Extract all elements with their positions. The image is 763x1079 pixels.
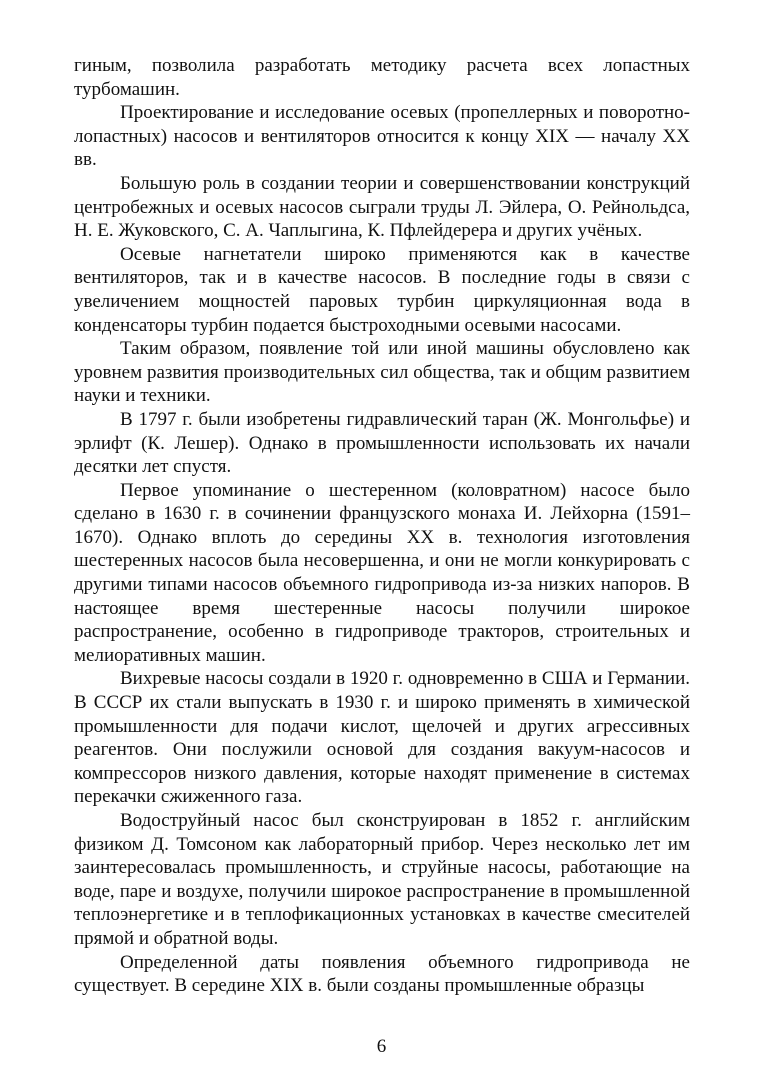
page-number: 6 <box>376 1036 387 1057</box>
paragraph-continuation: гиным, позволила разработать методику расчета всех лопастных турбомашин. <box>74 55 690 100</box>
paragraph-volumetric-drive: Определенной даты появления объемного гидропривода не существует. В середине XIX в. были созданы промышленные образцы <box>74 951 690 997</box>
paragraph-conclusion: Таким образом, появление той или иной машины обусловлено как уровнем развития производительных сил общества, так и общим развитием науки и техники. <box>74 338 690 407</box>
paragraph-theory-contributors: Большую роль в создании теории и совершенствовании конструкций центробежных и осевых насосов сыграли труды Л. Эйлера, О. Рейнольдса, Н. Е. Жуковского, С. А. Чаплыгина, К. Пфлейдерера и других учёных. <box>74 172 690 242</box>
paragraph-vortex-pumps: Вихревые насосы создали в 1920 г. одновременно в США и Германии. В СССР их стали выпускать в 1930 г. и широко применять в химической промышленности для подачи кислот, щелочей и других агрессивных реагентов. Они послужили основой для создания вакуум-насосов и компрессоров низкого давления, которые находят применение в системах перекачки сжиженного газа. <box>74 668 690 808</box>
paragraph-gear-pumps: Первое упоминание о шестеренном (коловратном) насосе было сделано в 1630 г. в сочинении французского монаха И. Лейхорна (1591–1670). Однако вплоть до середины XX в. технология изготовления шестеренных насосов была несовершенна, и они не могли конкурировать с другими типами насосов объемного гидропривода из-за низких напоров. В настоящее время шестеренные насосы получили широкое распространение, особенно в гидроприводе тракторов, строительных и мелиоративных машин. <box>74 479 690 666</box>
paragraph-hydraulic-ram: В 1797 г. были изобретены гидравлический таран (Ж. Монгольфье) и эрлифт (К. Лешер). Однако в промышленности использовать их начали десятки лет спустя. <box>74 408 690 478</box>
paragraph-axial-pumps-history: Проектирование и исследование осевых (пропеллерных и поворотно-лопастных) насосов и вентиляторов относится к концу XIX — началу XX вв. <box>74 102 690 171</box>
paragraph-jet-pumps: Водоструйный насос был сконструирован в 1852 г. английским физиком Д. Томсоном как лабораторный прибор. Через несколько лет им заинтересовалась промышленность, и струйные насосы, работающие на воде, паре и воздухе, получили широкое распространение в промышленной теплоэнергетике и в теплофикационных установках в качестве смесителей прямой и обратной воды. <box>74 810 690 949</box>
page-body <box>74 54 690 998</box>
paragraph-axial-blowers: Осевые нагнетатели широко применяются как в качестве вентиляторов, так и в качестве насосов. В последние годы в связи с увеличением мощностей паровых турбин циркуляционная вода в конденсаторы турбин подается быстроходными осевыми насосами. <box>74 243 690 336</box>
